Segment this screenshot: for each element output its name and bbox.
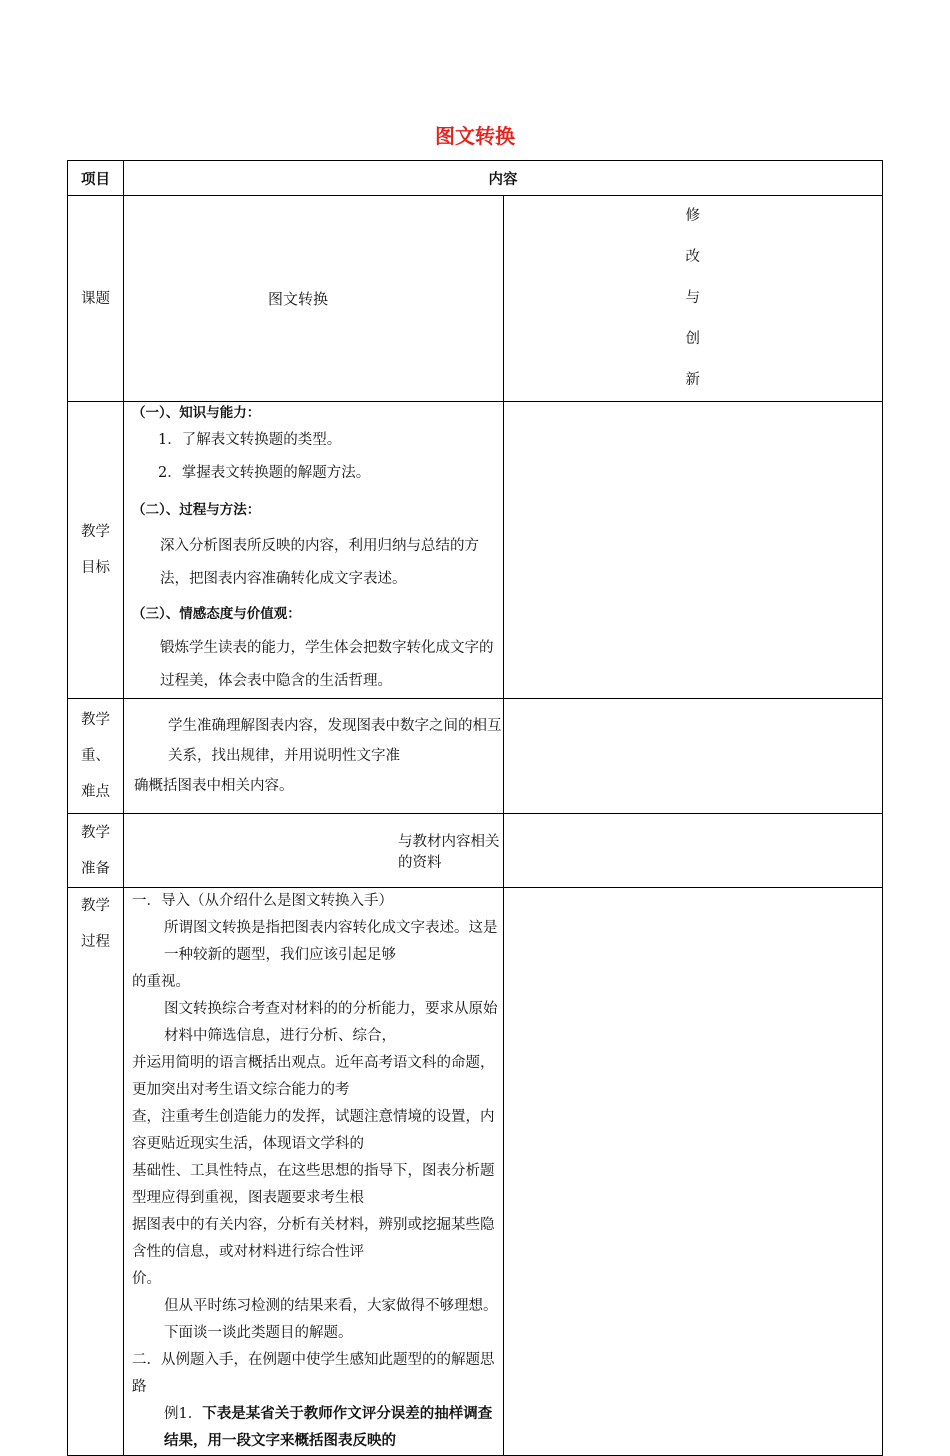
goals-side	[503, 402, 883, 699]
section-emotion: （三）、情感态度与价值观：	[132, 606, 301, 622]
goals-label: 教学 目标	[68, 402, 124, 699]
prep-row	[68, 814, 883, 888]
topic-content: 图文转换	[124, 196, 504, 402]
process-label: 教学 过程	[68, 888, 124, 1456]
side-char: 与	[685, 290, 700, 306]
keypoints-content: 学生准确理解图表内容，发现图表中数字之间的相互关系，找出规律，并用说明性文字准 确概括图表中相关内容。	[124, 699, 504, 814]
topic-row	[68, 196, 883, 402]
side-char: 改	[685, 249, 700, 265]
keypoints-row	[68, 699, 883, 814]
keypoints-label: 教学 重、 难点	[68, 699, 124, 814]
keypoints-side	[503, 699, 883, 814]
prep-content: 与教材内容相关的资料	[124, 814, 504, 888]
process-content: 一．导入（从介绍什么是图文转换入手） 所谓图文转换是指把图表内容转化成文字表述。这是一种较新的题型，我们应该引起足够 的重视。 图文转换综合考查对材料的的分析能力，要求从原始材料中筛选信息，进行分析、综合， 并运用简明的语言概括出观点。近年高考语文科的命题，更加突出对考生语文综合能力的考 查，注重考生创造能力的发挥，试题注意情境的设置，内容更贴近现实生活，体现语文学科的 基础性、工具性特点，在这些思想的指导下，图表分析题型理应得到重视，图表题要求考生根 据图表中的有关内容，分析有关材料，辨别或挖掘某些隐含性的信息，或对材料进行综合性评 价。 但从平时练习检测的结果来看，大家做得不够理想。下面谈一谈此类题目的解题。 二．从例题入手，在例题中使学生感知此题型的的解题思路 例1．下表是某省关于教师作文评分误差的抽样调查结果，用一段文字来概括图表反映的	[124, 888, 504, 1456]
goal-item-2: 2．掌握表文转换题的解题方法。	[158, 465, 371, 481]
goal-emotion: 锻炼学生读表的能力，学生体会把数字转化成文字的过程美，体会表中隐含的生活哲理。	[160, 640, 494, 689]
side-char: 创	[685, 331, 700, 347]
goals-content	[124, 402, 504, 699]
prep-label: 教学 准备	[68, 814, 124, 888]
header-row	[68, 161, 883, 196]
side-char: 新	[685, 372, 700, 388]
prep-side	[503, 814, 883, 888]
topic-label: 课题	[68, 196, 124, 402]
header-content: 内容	[124, 161, 883, 196]
process-row	[68, 888, 883, 1456]
section-process: （二）、过程与方法：	[132, 502, 261, 518]
side-char: 修	[685, 208, 700, 224]
revise-innovate-column	[503, 196, 883, 402]
example-1: 例1．下表是某省关于教师作文评分误差的抽样调查结果，用一段文字来概括图表反映的	[164, 1406, 493, 1449]
lesson-plan-table	[67, 160, 883, 1456]
page-title: 图文转换	[435, 124, 515, 148]
process-side	[503, 888, 883, 1456]
goal-method: 深入分析图表所反映的内容，利用归纳与总结的方法，把图表内容准确转化成文字表述。	[160, 538, 479, 587]
goal-item-1: 1．了解表文转换题的类型。	[158, 432, 342, 448]
section-knowledge: （一）、知识与能力：	[132, 405, 261, 421]
goals-row	[68, 402, 883, 699]
header-item: 项目	[68, 161, 124, 196]
